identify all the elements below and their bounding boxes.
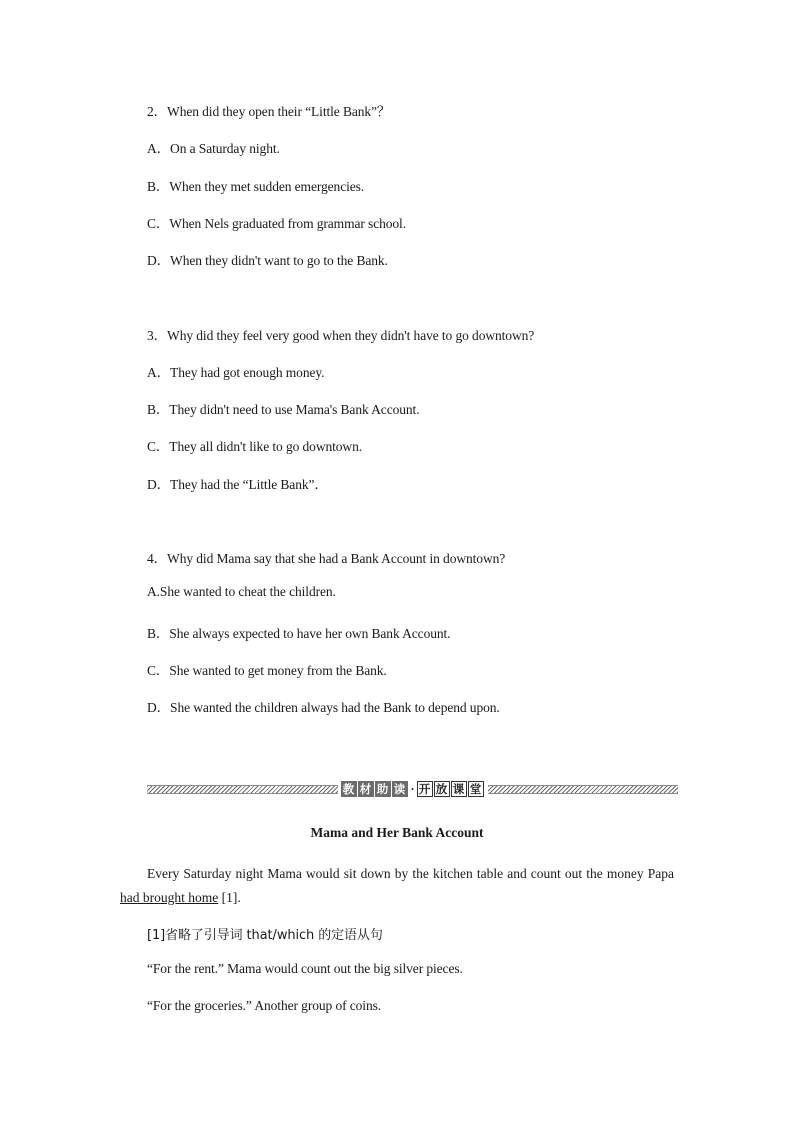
banner-char: 读 — [392, 781, 408, 797]
question-3-option-d: D．They had the “Little Bank”． — [147, 477, 328, 492]
banner-char: 放 — [434, 781, 450, 797]
paragraph-text: [1]. — [218, 890, 241, 905]
banner-separator: · — [410, 781, 415, 796]
annotation-note-1: [1]省略了引导词 that/which 的定语从句 — [147, 928, 383, 943]
question-3-stem: 3．Why did they feel very good when they didn't have to go downtown? — [147, 328, 535, 343]
question-3-option-a: A．They had got enough money. — [147, 365, 325, 380]
question-4-option-c: C．She wanted to get money from the Bank. — [147, 663, 387, 678]
article-line-2: “For the rent.” Mama would count out the big silver pieces. — [147, 961, 463, 976]
article-title: Mama and Her Bank Account — [310, 825, 484, 840]
banner-char: 助 — [375, 781, 391, 797]
paragraph-text: Every Saturday night Mama would sit down by the kitchen table and count out the money Papa — [147, 866, 674, 881]
question-2-option-a: A．On a Saturday night. — [147, 141, 280, 156]
question-4-option-b: B．She always expected to have her own Bank Account. — [147, 626, 451, 641]
question-2-option-c: C．When Nels graduated from grammar school. — [147, 216, 406, 231]
question-4-option-d: D．She wanted the children always had the Bank to depend upon. — [147, 700, 500, 715]
article-paragraph-1 — [120, 862, 674, 910]
banner-hatch-right — [488, 785, 679, 794]
banner-char: 堂 — [468, 781, 484, 797]
section-banner — [147, 780, 678, 798]
banner-char: 材 — [358, 781, 374, 797]
question-4-option-a: A.She wanted to cheat the children. — [147, 584, 336, 599]
question-2-option-b: B．When they met sudden emergencies. — [147, 179, 365, 194]
article-line-3: “For the groceries.” Another group of coins. — [147, 998, 382, 1013]
question-3-option-c: C．They all didn't like to go downtown. — [147, 439, 362, 454]
question-2-option-d: D．When they didn't want to go to the Bank. — [147, 253, 388, 268]
banner-char: 教 — [341, 781, 357, 797]
question-2-stem: 2．When did they open their “Little Bank”？ — [147, 104, 391, 119]
question-4-stem: 4．Why did Mama say that she had a Bank Account in downtown? — [147, 551, 506, 566]
banner-char: 课 — [451, 781, 467, 797]
question-3-option-b: B．They didn't need to use Mama's Bank Account. — [147, 402, 420, 417]
banner-hatch-left — [147, 785, 338, 794]
banner-char: 开 — [417, 781, 433, 797]
banner-badges — [341, 781, 485, 797]
underlined-phrase: had brought home — [120, 890, 219, 905]
